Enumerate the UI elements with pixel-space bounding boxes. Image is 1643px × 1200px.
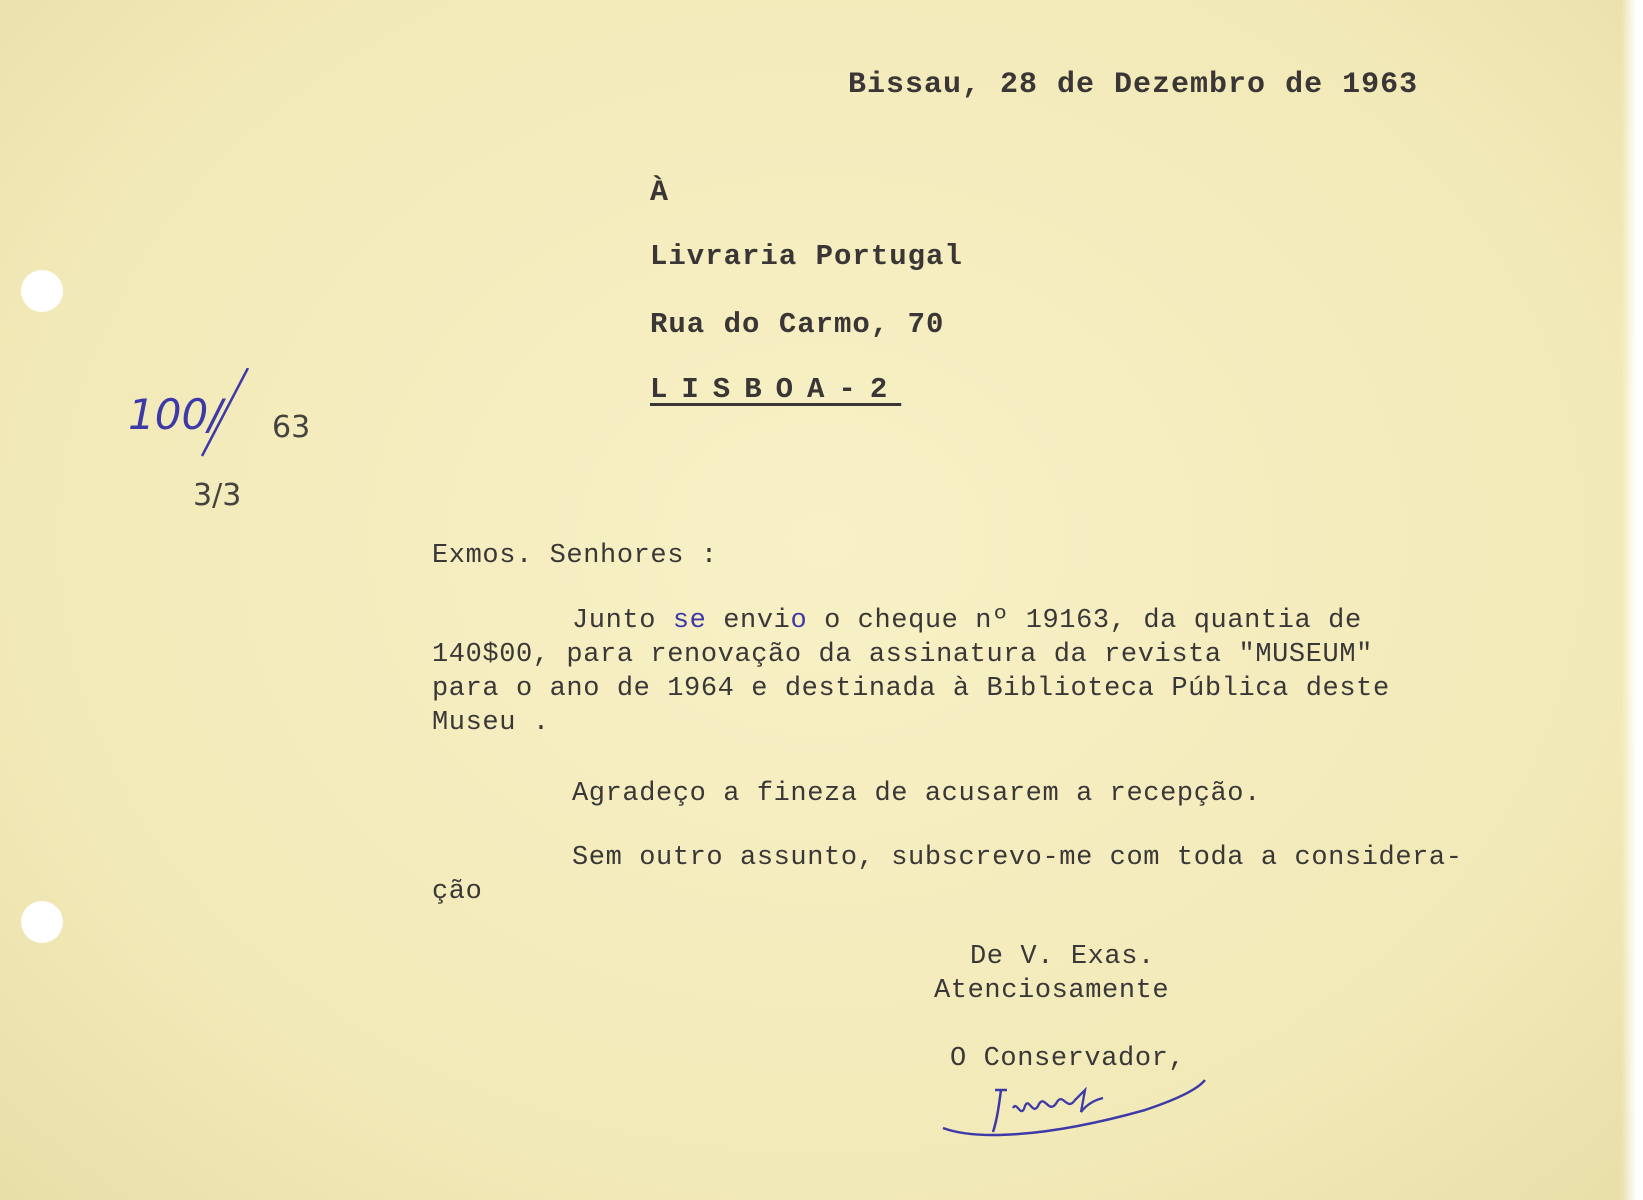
handwritten-signature bbox=[935, 1070, 1215, 1150]
reference-year: 63 bbox=[272, 410, 311, 445]
paragraph-1-line-4: Museu . bbox=[432, 708, 550, 738]
recipient-city: LISBOA-2 bbox=[650, 373, 902, 406]
p1-line-1-mid: envi bbox=[706, 606, 791, 636]
reference-slash-mark bbox=[190, 368, 260, 458]
closing-line-1: De V. Exas. bbox=[970, 942, 1155, 972]
ink-correction-se: se bbox=[672, 606, 707, 636]
paragraph-1-line-1 bbox=[572, 606, 1362, 636]
punch-hole-bottom bbox=[21, 901, 63, 943]
date-line: Bissau, 28 de Dezembro de 1963 bbox=[848, 68, 1419, 102]
paragraph-3-line-1: Sem outro assunto, subscrevo-me com toda a considera- bbox=[572, 843, 1463, 873]
ink-correction-o: o bbox=[790, 606, 808, 636]
reference-number: 100/ bbox=[128, 390, 223, 439]
closing-line-2: Atenciosamente bbox=[934, 976, 1170, 1006]
paragraph-2: Agradeço a fineza de acusarem a recepção. bbox=[572, 779, 1261, 809]
paragraph-1-line-2: 140$00, para renovação da assinatura da revista "MUSEUM" bbox=[432, 640, 1373, 670]
recipient-street: Rua do Carmo, 70 bbox=[650, 308, 945, 341]
paragraph-3-line-2: ção bbox=[432, 877, 483, 907]
salutation: Exmos. Senhores : bbox=[432, 541, 718, 571]
reference-folio: 3/3 bbox=[193, 478, 242, 513]
recipient-name: Livraria Portugal bbox=[650, 240, 963, 273]
p1-line-1-start: Junto bbox=[572, 606, 673, 636]
closing-line-3: O Conservador, bbox=[950, 1044, 1186, 1074]
paragraph-1-line-3: para o ano de 1964 e destinada à Biblioteca Pública deste bbox=[432, 674, 1390, 704]
p1-line-1-end: o cheque nº 19163, da quantia de bbox=[807, 606, 1362, 636]
punch-hole-top bbox=[21, 270, 63, 312]
recipient-prefix: À bbox=[650, 176, 670, 210]
